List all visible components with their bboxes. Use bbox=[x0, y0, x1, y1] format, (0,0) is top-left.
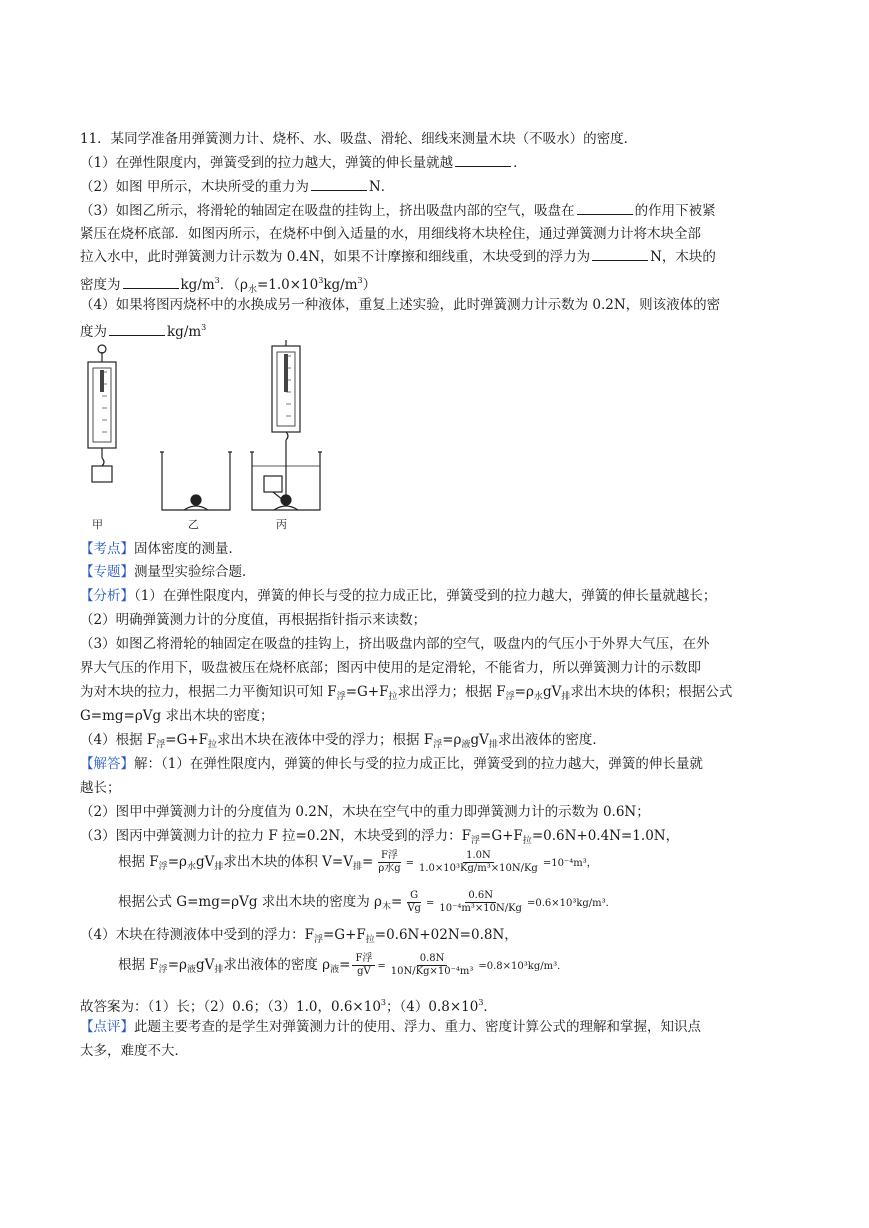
text: kg/m bbox=[323, 277, 358, 293]
fenxi-line-2: （2）明确弹簧测力计的分度值，再根据指针指示来读数； bbox=[80, 612, 427, 628]
density-formula bbox=[118, 890, 616, 916]
text: =ρ bbox=[167, 957, 187, 973]
numerator: 0.8N bbox=[417, 953, 448, 966]
text: （4）根据 F bbox=[80, 732, 157, 748]
superscript: 3 bbox=[380, 998, 387, 1007]
text: kg/m bbox=[167, 324, 202, 340]
text: 拉入水中，此时弹簧测力计示数为 0.4N，如果不计摩擦和细线重，木块受到的浮力为 bbox=[80, 249, 591, 265]
denominator: 10N/Kg×10⁻⁴m³ bbox=[390, 966, 474, 977]
subscript: 水 bbox=[533, 692, 543, 702]
answer-blank bbox=[592, 248, 648, 261]
text: 求出浮力；根据 F bbox=[397, 684, 506, 700]
text: 测量型实验综合题． bbox=[134, 564, 256, 580]
dianping-tag: 【点评】 bbox=[80, 1019, 134, 1035]
subscript: 拉 bbox=[208, 740, 218, 750]
subscript: 水 bbox=[186, 862, 196, 872]
answer-blank bbox=[455, 154, 511, 167]
kaodian-tag: 【考点】 bbox=[80, 541, 134, 557]
question-part-3-line-2: 紧压在烧杯底部．如图丙所示，在烧杯中倒入适量的水，用细线将木块栓住，通过弹簧测力计将木块全部 bbox=[80, 226, 701, 242]
text: gV bbox=[542, 684, 562, 700]
text: ．（ρ bbox=[219, 277, 248, 293]
question-part-3-line-3 bbox=[80, 248, 716, 266]
fenxi-tag: 【分析】 bbox=[80, 588, 134, 604]
liquid-density-formula bbox=[118, 953, 567, 979]
subscript: 木 bbox=[382, 902, 392, 912]
question-part-4-line-1: （4）如果将图丙烧杯中的水换成另一种液体，重复上述实验，此时弹簧测力计示数为 0.2N，则该液体的密 bbox=[80, 297, 721, 313]
text: （4）木块在待测液体中受到的浮力：F bbox=[80, 927, 314, 943]
superscript: 3 bbox=[478, 998, 484, 1007]
text: （1）在弹性限度内，弹簧受到的拉力越大，弹簧的伸长量就越 bbox=[80, 155, 454, 171]
subscript: 液 bbox=[461, 740, 471, 750]
text: ；（4）0.8×10 bbox=[386, 999, 479, 1015]
numerator: F浮 bbox=[378, 850, 401, 863]
text: =0.6N+0.4N=1.0N， bbox=[531, 828, 680, 844]
jieda-line-2: 越长； bbox=[80, 780, 121, 796]
text: 求出木块的体积 V=V bbox=[223, 854, 353, 870]
superscript: 3 bbox=[357, 276, 363, 285]
text: 求出木块在液体中受的浮力；根据 F bbox=[217, 732, 434, 748]
numerator: F浮 bbox=[352, 953, 375, 966]
text: （2）如图 甲所示，木块所受的重力为 bbox=[80, 179, 309, 195]
numerator: 1.0N bbox=[463, 850, 494, 863]
text: =ρ bbox=[167, 854, 187, 870]
text: 密度为 bbox=[80, 277, 121, 293]
experiment-figure bbox=[80, 340, 340, 530]
denominator: 1.0×10³Kg/m³×10N/Kg bbox=[418, 863, 538, 874]
subscript: 浮 bbox=[505, 692, 515, 702]
text: 解：（1）在弹性限度内，弹簧的伸长与受的拉力成正比，弹簧受到的拉力越大，弹簧的伸长量就 bbox=[134, 756, 703, 772]
subscript: 水 bbox=[247, 285, 257, 295]
text: 的作用下被紧 bbox=[634, 203, 716, 219]
text: 求出液体的密度 ρ bbox=[223, 957, 331, 973]
text: N，木块的 bbox=[650, 249, 716, 265]
question-part-4-line-2 bbox=[80, 319, 206, 341]
subscript: 浮 bbox=[158, 862, 168, 872]
equals: = bbox=[425, 898, 435, 909]
denominator: gV bbox=[357, 966, 371, 977]
text: =ρ bbox=[514, 684, 534, 700]
text: （1）在弹性限度内，弹簧的伸长与受的拉力成正比，弹簧受到的拉力越大，弹簧的伸长量就越长； bbox=[134, 588, 717, 604]
fenxi-line-3: （3）如图乙将滑轮的轴固定在吸盘的挂钩上，挤出吸盘内部的空气，吸盘内的气压小于外界大气压，在外 bbox=[80, 636, 710, 652]
question-part-3-line-4 bbox=[80, 272, 376, 299]
text: 度为 bbox=[80, 324, 107, 340]
jieda-tag: 【解答】 bbox=[80, 756, 134, 772]
fenxi-line-7 bbox=[80, 731, 606, 754]
text: 根据 F bbox=[118, 957, 159, 973]
apparatus-diagram bbox=[80, 340, 340, 516]
text: =G+F bbox=[165, 732, 209, 748]
zhuanti-tag: 【专题】 bbox=[80, 564, 134, 580]
subscript: 浮 bbox=[158, 965, 168, 975]
subscript: 浮 bbox=[156, 740, 166, 750]
text: 固体密度的测量． bbox=[134, 541, 242, 557]
result: =10⁻⁴m³， bbox=[542, 858, 597, 869]
text: = bbox=[391, 894, 403, 910]
fraction bbox=[388, 953, 477, 978]
subscript: 排 bbox=[352, 862, 362, 872]
fraction bbox=[416, 850, 541, 875]
fraction bbox=[375, 850, 403, 875]
numerator: G bbox=[407, 890, 421, 903]
subscript: 浮 bbox=[433, 740, 443, 750]
fraction bbox=[436, 890, 525, 915]
text: 求出木块的体积；根据公式 bbox=[570, 684, 733, 700]
text: 为对木块的拉力，根据二力平衡知识可知 F bbox=[80, 684, 337, 700]
equals: = bbox=[377, 961, 386, 972]
text: ） bbox=[362, 277, 377, 293]
text: ． bbox=[513, 155, 527, 171]
text: =ρ bbox=[442, 732, 462, 748]
text: =G+F bbox=[480, 828, 523, 844]
fraction bbox=[404, 890, 424, 915]
text: （3）图丙中弹簧测力计的拉力 F 拉=0.2N，木块受到的浮力：F bbox=[80, 828, 471, 844]
equals: = bbox=[405, 858, 414, 869]
subscript: 拉 bbox=[365, 935, 375, 945]
subscript: 拉 bbox=[522, 836, 532, 846]
zhuanti-line bbox=[80, 563, 256, 581]
text: =G+F bbox=[345, 684, 389, 700]
question-stem: 11．某同学准备用弹簧测力计、烧杯、水、吸盘、滑轮、细线来测量木块（不吸水）的密度． bbox=[80, 131, 638, 147]
superscript: 3 bbox=[201, 323, 207, 332]
text: 根据公式 G=mg=ρVg 求出木块的密度为 ρ bbox=[118, 894, 382, 910]
subscript: 排 bbox=[488, 740, 498, 750]
text: （3）如图乙所示，将滑轮的轴固定在吸盘的挂钩上，挤出吸盘内部的空气，吸盘在 bbox=[80, 203, 575, 219]
figure-label-jia: 甲 bbox=[92, 518, 103, 531]
text: 此题主要考查的是学生对弹簧测力计的使用、浮力、重力、密度计算公式的理解和掌握，知识点 bbox=[134, 1019, 701, 1035]
subscript: 排 bbox=[214, 862, 224, 872]
dianping-line-2: 太多，难度不大． bbox=[80, 1043, 188, 1059]
figure-label-yi: 乙 bbox=[188, 518, 199, 531]
figure-label-bing: 丙 bbox=[276, 518, 287, 531]
fenxi-line-6: G=mg=ρVg 求出木块的密度； bbox=[80, 708, 274, 724]
text: 故答案为：（1）长；（2）0.6；（3）1.0，0.6×10 bbox=[80, 999, 381, 1015]
text: ． bbox=[483, 999, 497, 1015]
subscript: 排 bbox=[561, 692, 571, 702]
answer-summary bbox=[80, 994, 497, 1016]
jieda-line-1 bbox=[80, 755, 703, 773]
text: N． bbox=[368, 179, 395, 195]
answer-blank bbox=[123, 276, 179, 289]
answer-blank bbox=[311, 178, 367, 191]
numerator: 0.6N bbox=[465, 890, 496, 903]
subscript: 拉 bbox=[388, 692, 398, 702]
text: gV bbox=[195, 854, 215, 870]
superscript: 3 bbox=[214, 276, 220, 285]
jieda-line-4 bbox=[80, 827, 679, 850]
text: = bbox=[362, 854, 374, 870]
fraction bbox=[352, 953, 375, 978]
subscript: 液 bbox=[186, 965, 196, 975]
fenxi-line-5 bbox=[80, 683, 732, 706]
dianping-line-1 bbox=[80, 1018, 701, 1036]
subscript: 液 bbox=[330, 965, 340, 975]
subscript: 浮 bbox=[336, 692, 346, 702]
fenxi-line-4: 界大气压的作用下，吸盘被压在烧杯底部；图丙中使用的是定滑轮，不能省力，所以弹簧测力计的示数即 bbox=[80, 660, 701, 676]
jieda-line-3: （2）图甲中弹簧测力计的分度值为 0.2N，木块在空气中的重力即弹簧测力计的示数为 0.6N； bbox=[80, 804, 650, 820]
text: gV bbox=[470, 732, 489, 748]
volume-formula bbox=[118, 850, 597, 876]
text: gV bbox=[195, 957, 215, 973]
fenxi-line-1 bbox=[80, 587, 716, 605]
subscript: 浮 bbox=[313, 935, 323, 945]
text: kg/m bbox=[180, 277, 215, 293]
wood-block-bing bbox=[264, 476, 282, 492]
result: =0.6×10³kg/m³． bbox=[526, 898, 616, 909]
subscript: 浮 bbox=[471, 836, 481, 846]
question-part-1 bbox=[80, 154, 527, 172]
jieda-line-5 bbox=[80, 926, 518, 949]
text: =1.0×10 bbox=[256, 277, 319, 293]
wood-block-jia bbox=[92, 466, 112, 482]
text: = bbox=[339, 957, 351, 973]
denominator: 10⁻⁴m³×10N/Kg bbox=[439, 903, 522, 914]
superscript: 3 bbox=[318, 276, 324, 285]
result: =0.8×10³kg/m³． bbox=[478, 961, 568, 972]
denominator: ρ水g bbox=[378, 863, 401, 874]
text: 求出液体的密度． bbox=[497, 732, 606, 748]
subscript: 排 bbox=[214, 965, 224, 975]
text: =0.6N+02N=0.8N， bbox=[374, 927, 518, 943]
question-part-3-line-1 bbox=[80, 202, 716, 220]
text: 根据 F bbox=[118, 854, 159, 870]
kaodian-line bbox=[80, 540, 242, 558]
text: =G+F bbox=[322, 927, 366, 943]
answer-blank bbox=[577, 202, 633, 215]
denominator: Vg bbox=[407, 903, 421, 914]
question-part-2 bbox=[80, 178, 394, 196]
answer-blank bbox=[109, 323, 165, 336]
